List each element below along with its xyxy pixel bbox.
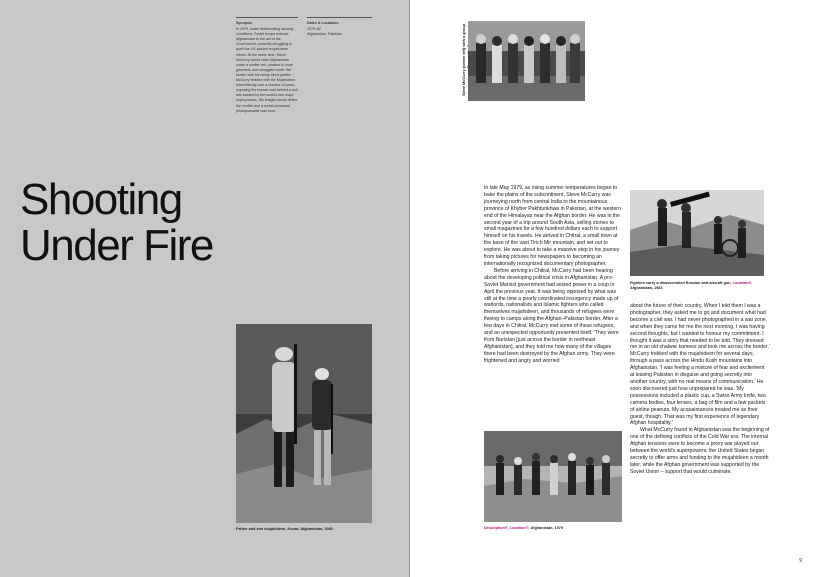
caption-march (484, 526, 624, 531)
photo-anti-aircraft-gun (630, 190, 764, 276)
caption-aa-link[interactable]: Location®, (732, 281, 753, 285)
caption-father-son-text: Father and son mujahideen, Kunar, Afghanistan, 1980 (236, 527, 333, 531)
caption-anti-aircraft (630, 281, 770, 291)
dates-block (307, 21, 372, 37)
dates-heading: Dates & Locations (307, 21, 339, 25)
body-col1-p1: In late May 1979, as rising summer temperatures began to bake the plains of the subcontinent, Steve McCurry was journeying north from central India to the mountainous province of Khyber Pakhtunkhwa in Pakistan, at the western end of the Himalayas near the Afghan border. He was in the second year of a trip around South Asia, selling stories to small magazines for a few hundred dollars each to support himself on his travels. He arrived in Chitral, a small town at the base of the vast Tirich Mir mountain, and set out to explore. He was about to take a massive step in his journey from taking pictures for newspapers to becoming an internationally recognized documentary photographer. (484, 185, 621, 267)
synopsis-block (236, 21, 298, 114)
photo-father-son (236, 324, 372, 523)
caption-aa-text-a: Fighters carry a disassembled Russian anti-aircraft gun, (630, 281, 732, 285)
caption-march-text: Afghanistan, 1979 (530, 526, 564, 530)
caption-group-line-1: Steve McCurry (centre left) with a group (462, 24, 466, 96)
synopsis-heading: Synopsis (236, 21, 252, 25)
body-col2-p1: about the future of their country. When I told them I was a photographer, they asked me to go and document what had become a civil war. I had never photographed in a war zone, and when they came for me the next morning, I was having second thoughts, but I wanted to honour my commitment. I thought it was a story that needed to be told. They dressed me in an old shalwar kameez and took me across the border.' McCurry trekked with the mujahideen for several days, through a pass across the Hindu Kush mountains into Afghanistan. 'I was feeling a mixture of fear and excitement at leaving Pakistan in disguise and going secretly into another country, with no real means of communication.' He soon discovered just how unprepared he was. 'My possessions included a plastic cup, a Swiss Army knife, two camera bodies, four lenses, a bag of film and a few packets of airline peanuts. My acquaintances treated me as their guest, though. That was my first experience of legendary Afghan hospitality.' (630, 303, 770, 427)
page-number: 9 (799, 558, 802, 564)
caption-march-link[interactable]: Description®, Location®, (484, 526, 530, 530)
dates-places: Afghanistan, Pakistan (307, 32, 342, 37)
photo-mujahideen-group (468, 21, 585, 101)
right-page (410, 0, 820, 577)
title-line-1: Shooting (20, 175, 182, 224)
dates-years: 1979–82 (307, 27, 321, 32)
body-col1-p2: Before arriving in Chitral, McCurry had been hearing about the developing political crisis in Afghanistan. A pro-Soviet Marxist government had seized power in a coup in April the previous year. It was being opposed by what was still at the time a poorly coordinated insurgency made up of warlords, nationalists and Islamic fighters who called themselves mujahideen, and thousands of refugees were fleeing to camps along the Afghan–Pakistan border. After a few days in Chitral, McCurry met some of these refugees, and an unexpected opportunity presented itself. 'They were from Nuristan [just across the border in northeast Afghanistan], and they told me how many of the villages there had been destroyed by the Afghan army. They were frightened and angry and worried (484, 267, 619, 364)
dates-rule (307, 17, 372, 18)
title-line-2: Under Fire (20, 221, 213, 270)
body-column-1 (484, 185, 622, 365)
caption-aa-text-b: Afghanistan, 1983 (630, 286, 663, 290)
photo-mujahideen-march (484, 431, 622, 522)
synopsis-text: In 1979, under deteriorating security conditions, Soviet troops entered Afghanistan to the aid of the Government, currently struggling to quell the US-backed mujahideen rebels. At the same time, Steve McCurry would enter Afghanistan under a similar veil, cloaked in local garments and smuggled under the border with his newly-hired guides. McCurry trekked with the Mujahideen intermittently over a number of years, exposing the human cost behind a civil war backed by the world's two major superpowers. His images would define the conflict and a world-renowned photojournalist was born. (236, 27, 298, 113)
synopsis-rule (236, 17, 298, 18)
body-column-2 (630, 303, 770, 476)
article-title (20, 177, 213, 269)
body-col2-p2: What McCurry found in Afghanistan was the beginning of one of the defining conflicts of the Cold War era. The internal Afghan tensions were to become a proxy war played out between the world's superpowers: the United States began secretly to offer arms and funding to the mujahideen a month later, while the Afghan government was supported by the Soviet Union – support that would culminate, (630, 427, 770, 475)
caption-father-son (236, 527, 376, 532)
